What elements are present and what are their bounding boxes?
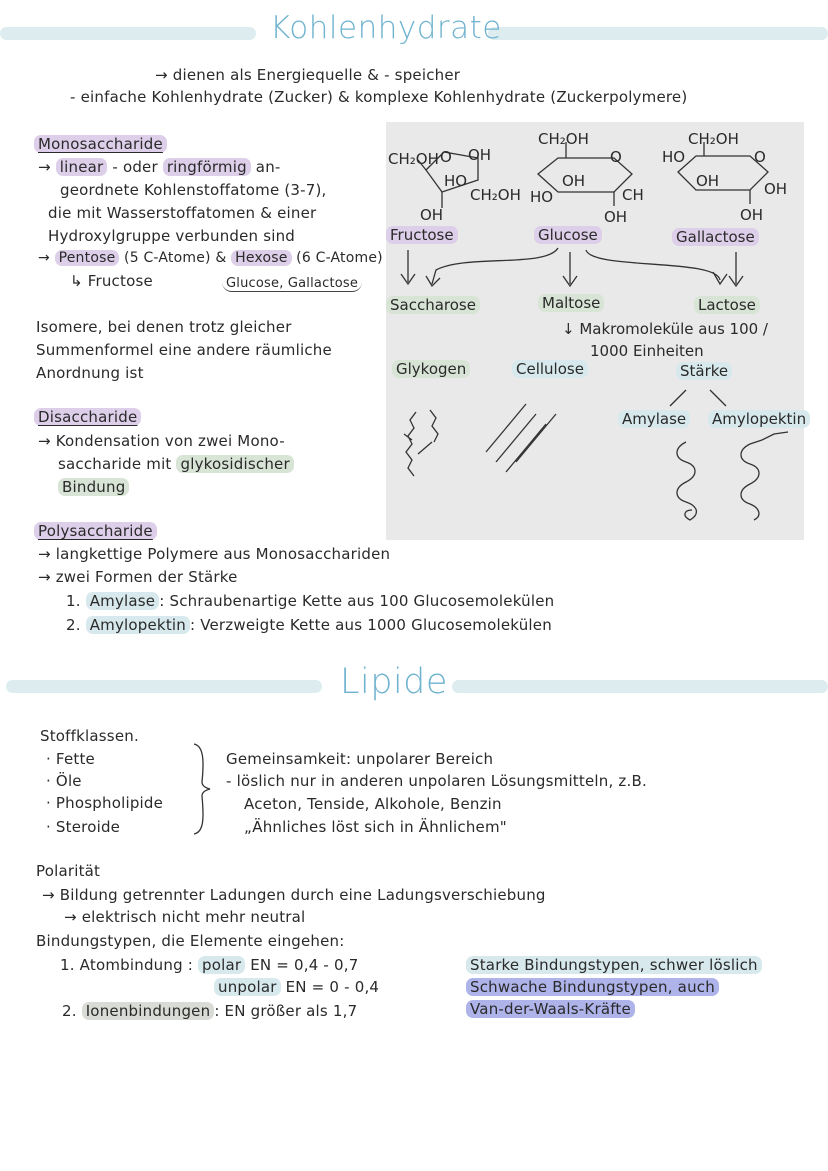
poly-line-1: → langkettige Polymere aus Monosacchariden xyxy=(38,545,391,563)
lipid-band-right xyxy=(452,680,828,693)
glucose-ch: CH xyxy=(622,186,644,204)
bind-line-1 xyxy=(60,956,358,974)
di-bindung: Bindung xyxy=(58,478,129,496)
galactose-oh-right: OH xyxy=(764,180,788,198)
label-staerke xyxy=(676,362,732,380)
poly-line-3-num: 1. xyxy=(66,592,86,610)
mono-line-4: Hydroxylgruppe verbunden sind xyxy=(48,227,296,245)
bind-ionen: Ionenbindungen xyxy=(82,1002,215,1020)
mono-line-5 xyxy=(38,250,383,266)
mono-glucose-note: Glucose, Gallactose xyxy=(222,276,362,292)
glucose-ho: HO xyxy=(530,188,554,206)
saccharose-text: Saccharose xyxy=(386,296,480,314)
galactose-oh-inner: OH xyxy=(696,172,720,190)
amylopektin-text: Amylopektin xyxy=(708,410,810,428)
poly-amylase: Amylase xyxy=(86,592,160,610)
label-makro-2: 1000 Einheiten xyxy=(590,342,704,360)
vdw-forces-text: Van-der-Waals-Kräfte xyxy=(466,1000,635,1018)
label-amylopektin xyxy=(708,410,810,428)
poly-heading-text: Polysaccharide xyxy=(34,522,157,540)
poly-line-4-rest: : Verzweigte Kette aus 1000 Glucosemolekülen xyxy=(189,616,552,634)
mono-line-1-mid: - oder xyxy=(107,158,163,176)
label-amylase xyxy=(618,410,690,428)
bind-2-rest: : EN größer als 1,7 xyxy=(214,1002,358,1020)
glucose-oh-inner: OH xyxy=(562,172,586,190)
glucose-text: Glucose xyxy=(534,226,602,244)
di-heading-text: Disaccharide xyxy=(34,408,141,426)
label-galactose xyxy=(672,228,759,246)
common-line-4: „Ähnliches löst sich in Ähnlichem" xyxy=(244,818,507,836)
bind-line-2 xyxy=(62,1002,357,1020)
staerke-text: Stärke xyxy=(676,362,732,380)
mono-line-5-suffix: (6 C-Atome) xyxy=(291,250,383,266)
weak-bonds xyxy=(466,978,719,996)
fructose-oh-bottom: OH xyxy=(420,206,444,224)
bind-2-prefix: 2. xyxy=(62,1002,82,1020)
di-glykosidisch: glykosidischer xyxy=(176,455,293,473)
isomere-line-1: Isomere, bei denen trotz gleicher xyxy=(36,318,292,336)
poly-amylopektin: Amylopektin xyxy=(86,616,190,634)
galactose-ho: HO xyxy=(662,148,686,166)
curly-brace xyxy=(190,742,214,836)
bind-1-rest: EN = 0,4 - 0,7 xyxy=(245,956,359,974)
weak-bonds-text: Schwache Bindungstypen, auch xyxy=(466,978,719,996)
label-glucose xyxy=(534,226,602,244)
lipid-band-left xyxy=(6,680,322,693)
amylopektin-helix xyxy=(741,432,788,520)
poly-line-4 xyxy=(66,616,552,634)
mono-line-1-prefix: → xyxy=(38,158,56,176)
glucose-oh-bottom: OH xyxy=(604,208,628,226)
common-line-2: - löslich nur in anderen unpolaren Lösungsmitteln, z.B. xyxy=(226,772,647,790)
lipids-title: Lipide xyxy=(340,662,448,702)
mono-line-1 xyxy=(38,158,281,176)
amylase-text: Amylase xyxy=(618,410,690,428)
bind-unpolar: unpolar xyxy=(214,978,281,996)
poly-heading xyxy=(34,522,157,540)
bind-1b-rest: EN = 0 - 0,4 xyxy=(280,978,380,996)
label-cellulose xyxy=(512,360,588,378)
mono-line-5-prefix: → xyxy=(38,250,55,266)
mono-heading xyxy=(34,135,167,153)
mono-pentose: Pentose xyxy=(55,250,120,266)
label-glykogen xyxy=(392,360,470,378)
common-line-1: Gemeinsamkeit: unpolarer Bereich xyxy=(226,750,494,768)
strong-bonds xyxy=(466,956,762,974)
di-line-1: → Kondensation von zwei Mono- xyxy=(38,432,285,450)
isomere-line-2: Summenformel eine andere räumliche xyxy=(36,341,332,359)
amylase-helix xyxy=(677,442,696,520)
di-line-2-prefix: saccharide mit xyxy=(58,455,177,473)
glucose-o: O xyxy=(610,148,622,166)
polar-line-1: → Bildung getrennter Ladungen durch eine Ladungsverschiebung xyxy=(42,886,546,904)
mono-line-2: geordnete Kohlenstoffatome (3-7), xyxy=(60,181,327,199)
label-fructose xyxy=(386,226,458,244)
fructose-text: Fructose xyxy=(386,226,458,244)
galactose-oh-bottom: OH xyxy=(740,206,764,224)
maltose-text: Maltose xyxy=(538,294,604,312)
polar-line-2: → elektrisch nicht mehr neutral xyxy=(64,908,306,926)
glykogen-sketch xyxy=(404,410,438,476)
strong-bonds-text: Starke Bindungstypen, schwer löslich xyxy=(466,956,762,974)
classes-heading: Stoffklassen. xyxy=(40,727,139,745)
mono-linear: linear xyxy=(56,158,108,176)
poly-line-4-num: 2. xyxy=(66,616,86,634)
bind-heading: Bindungstypen, die Elemente eingehen: xyxy=(36,932,345,950)
cellulose-text: Cellulose xyxy=(512,360,588,378)
poly-line-2: → zwei Formen der Stärke xyxy=(38,568,238,586)
lactose-text: Lactose xyxy=(694,296,760,314)
fructose-oh-top: OH xyxy=(468,146,492,164)
class-phospholipide: · Phospholipide xyxy=(46,794,164,812)
poly-line-3-rest: : Schraubenartige Kette aus 100 Glucosemolekülen xyxy=(159,592,555,610)
mono-line-5-mid: (5 C-Atome) & xyxy=(119,250,232,266)
mono-heading-text: Monosaccharide xyxy=(34,135,167,153)
mono-line-3: die mit Wasserstoffatomen & einer xyxy=(48,204,317,222)
fructose-o: O xyxy=(440,148,452,166)
di-line-2 xyxy=(58,455,294,473)
title-band-right xyxy=(488,27,828,40)
vdw-forces xyxy=(466,1000,635,1018)
label-makro-1: ↓ Makromoleküle aus 100 / xyxy=(562,320,768,338)
carbs-intro-1: → dienen als Energiequelle & - speicher xyxy=(155,66,461,84)
fructose-ch2oh-right: CH₂OH xyxy=(470,186,521,204)
cellulose-sketch xyxy=(486,404,556,472)
polar-heading: Polarität xyxy=(36,862,101,880)
fructose-ho: HO xyxy=(444,172,468,190)
label-saccharose xyxy=(386,296,480,314)
mono-hexose: Hexose xyxy=(231,250,291,266)
mono-line-1-suffix: an- xyxy=(250,158,281,176)
glucose-ch2oh: CH₂OH xyxy=(538,130,589,148)
class-fette: · Fette xyxy=(46,750,95,768)
poly-line-3 xyxy=(66,592,554,610)
galactose-text: Gallactose xyxy=(672,228,759,246)
bind-1-prefix: 1. Atombindung : xyxy=(60,956,198,974)
di-line-3 xyxy=(58,478,129,496)
galactose-ch2oh: CH₂OH xyxy=(688,130,739,148)
common-line-3: Aceton, Tenside, Alkohole, Benzin xyxy=(244,795,502,813)
fructose-ch2oh-left: CH₂OH xyxy=(388,150,439,168)
class-oele: · Öle xyxy=(46,772,82,790)
label-lactose xyxy=(694,296,760,314)
class-steroide: · Steroide xyxy=(46,818,121,836)
label-maltose xyxy=(538,294,604,312)
mono-ringfoermig: ringförmig xyxy=(163,158,251,176)
title-band-left xyxy=(0,27,256,40)
glykogen-text: Glykogen xyxy=(392,360,470,378)
isomere-line-3: Anordnung ist xyxy=(36,364,144,382)
mono-fructose-note: ↳ Fructose xyxy=(70,272,153,290)
carbs-title: Kohlenhydrate xyxy=(270,10,502,46)
carbs-intro-2: - einfache Kohlenhydrate (Zucker) & komplexe Kohlenhydrate (Zuckerpolymere) xyxy=(70,88,688,106)
carbohydrate-diagram xyxy=(386,122,807,540)
bind-line-1b xyxy=(214,978,379,996)
di-heading xyxy=(34,408,141,426)
bind-polar: polar xyxy=(198,956,245,974)
galactose-o: O xyxy=(754,148,766,166)
